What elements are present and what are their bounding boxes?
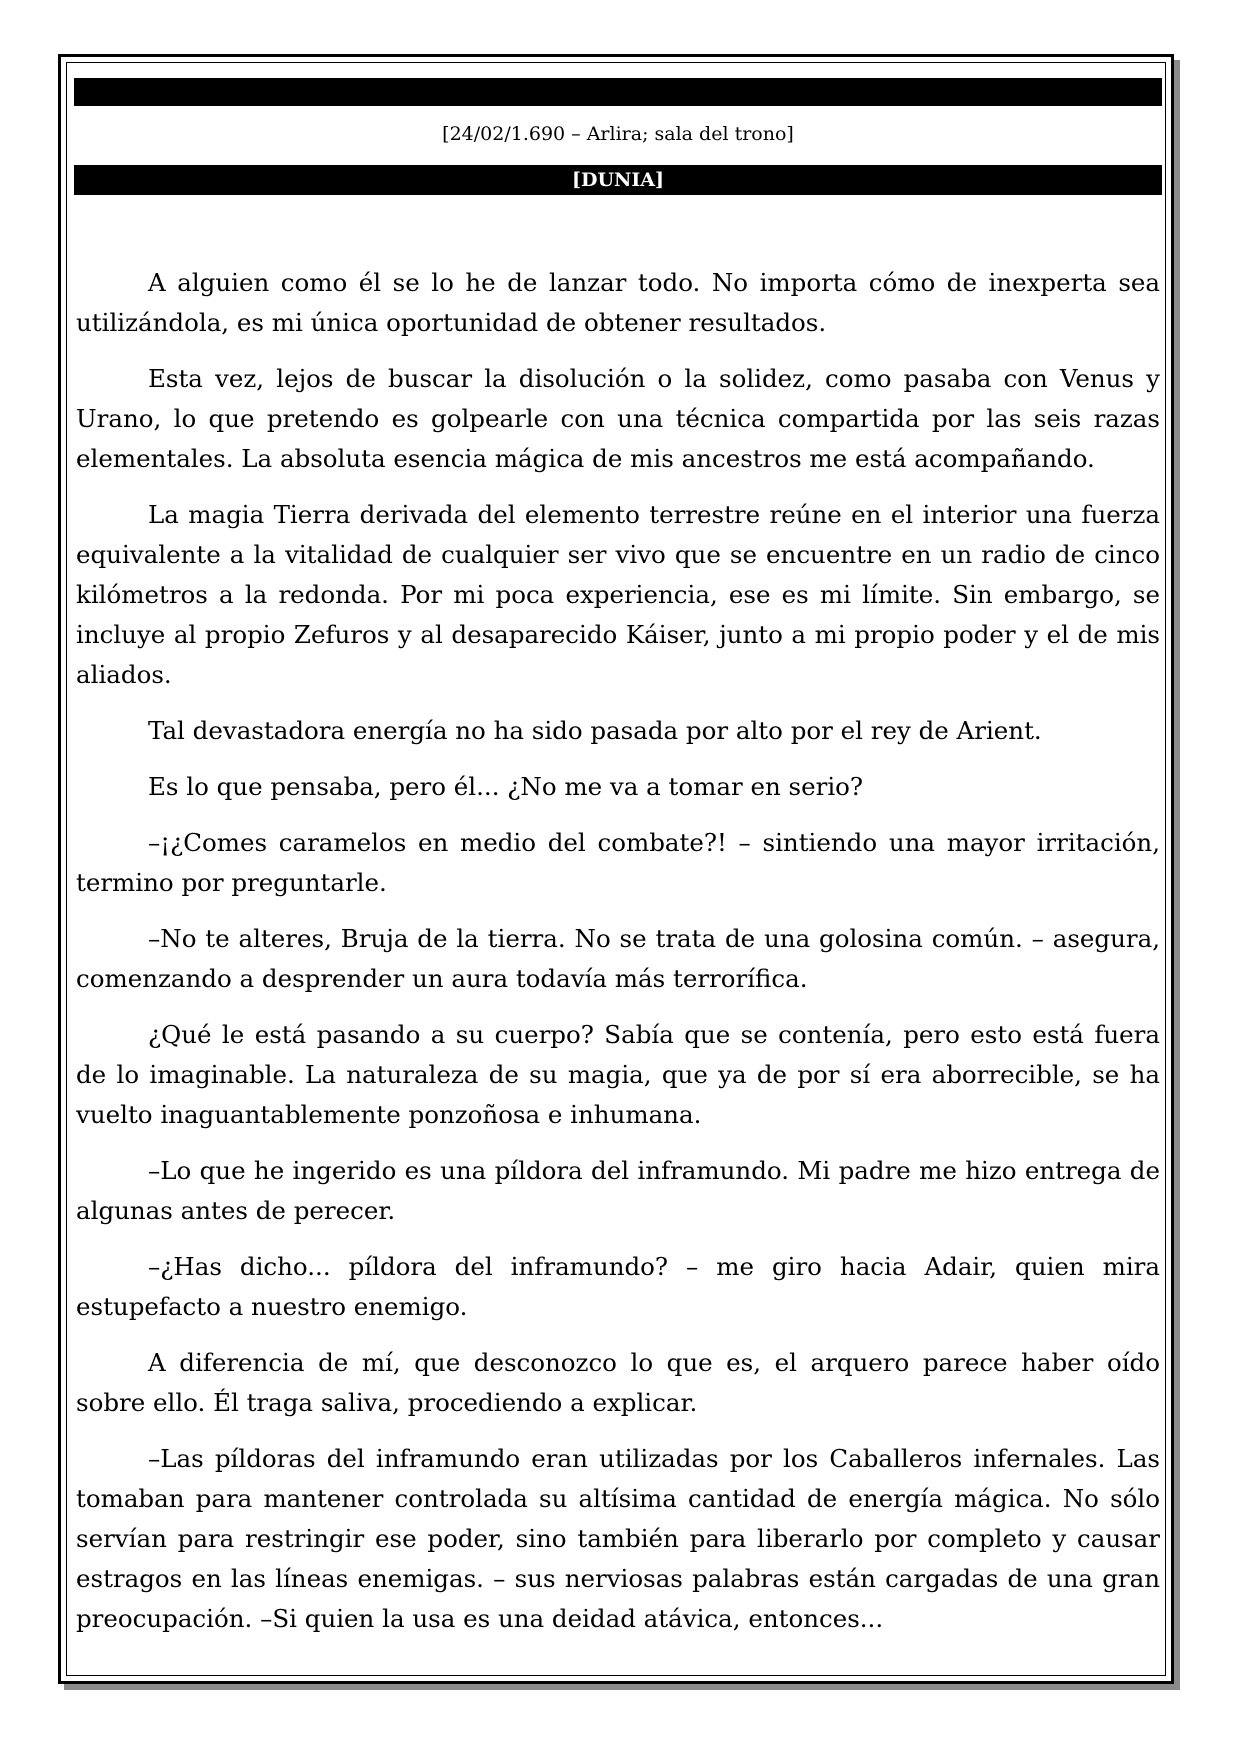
paragraph: –¿Has dicho... píldora del inframundo? – me giro hacia Adair, quien mira estupefacto a nuestro enemigo.	[76, 1252, 1160, 1321]
paragraph: Tal devastadora energía no ha sido pasada por alto por el rey de Arient.	[148, 716, 1042, 745]
paragraph: A alguien como él se lo he de lanzar todo. No importa cómo de inexperta sea utilizándola, es mi única oportunidad de obtener resultados.	[76, 268, 1160, 337]
paragraph: –No te alteres, Bruja de la tierra. No se trata de una golosina común. – asegura, comenzando a desprender un aura todavía más terrorífica.	[76, 924, 1160, 993]
page-frame	[58, 54, 1174, 1684]
top-black-bar	[74, 78, 1162, 106]
paragraph: ¿Qué le está pasando a su cuerpo? Sabía que se contenía, pero esto está fuera de lo imaginable. La naturaleza de su magia, que ya de por sí era aborrecible, se ha vuelto inaguantablemente ponzoñosa e inhumana.	[76, 1020, 1160, 1129]
paragraph: –Las píldoras del inframundo eran utilizadas por los Caballeros infernales. Las tomaban para mantener controlada su altísima cantidad de energía mágica. No sólo servían para restringir ese poder, sino también para liberarlo por completo y causar estragos en las líneas enemigas. – sus nerviosas palabras están cargadas de una gran preocupación. –Si quien la usa es una deidad atávica, entonces...	[76, 1444, 1160, 1633]
paragraph: A diferencia de mí, que desconozco lo que es, el arquero parece haber oído sobre ello. Él traga saliva, procediendo a explicar.	[76, 1348, 1160, 1417]
character-name-bar: [DUNIA]	[74, 165, 1162, 195]
date-location-line: [24/02/1.690 – Arlira; sala del trono]	[442, 123, 794, 145]
paragraph: La magia Tierra derivada del elemento terrestre reúne en el interior una fuerza equivalente a la vitalidad de cualquier ser vivo que se encuentre en un radio de cinco kilómetros a la redonda. Por mi poca experiencia, ese es mi límite. Sin embargo, se incluye al propio Zefuros y al desaparecido Káiser, junto a mi propio poder y el de mis aliados.	[76, 500, 1160, 689]
paragraph: –¡¿Comes caramelos en medio del combate?! – sintiendo una mayor irritación, termino por preguntarle.	[76, 828, 1160, 897]
paragraph: Esta vez, lejos de buscar la disolución o la solidez, como pasaba con Venus y Urano, lo que pretendo es golpearle con una técnica compartida por las seis razas elementales. La absoluta esencia mágica de mis ancestros me está acompañando.	[76, 364, 1160, 473]
paragraph: –Lo que he ingerido es una píldora del inframundo. Mi padre me hizo entrega de algunas antes de perecer.	[76, 1156, 1160, 1225]
paragraph: Es lo que pensaba, pero él... ¿No me va a tomar en serio?	[148, 772, 864, 801]
body-text	[76, 263, 1160, 1655]
